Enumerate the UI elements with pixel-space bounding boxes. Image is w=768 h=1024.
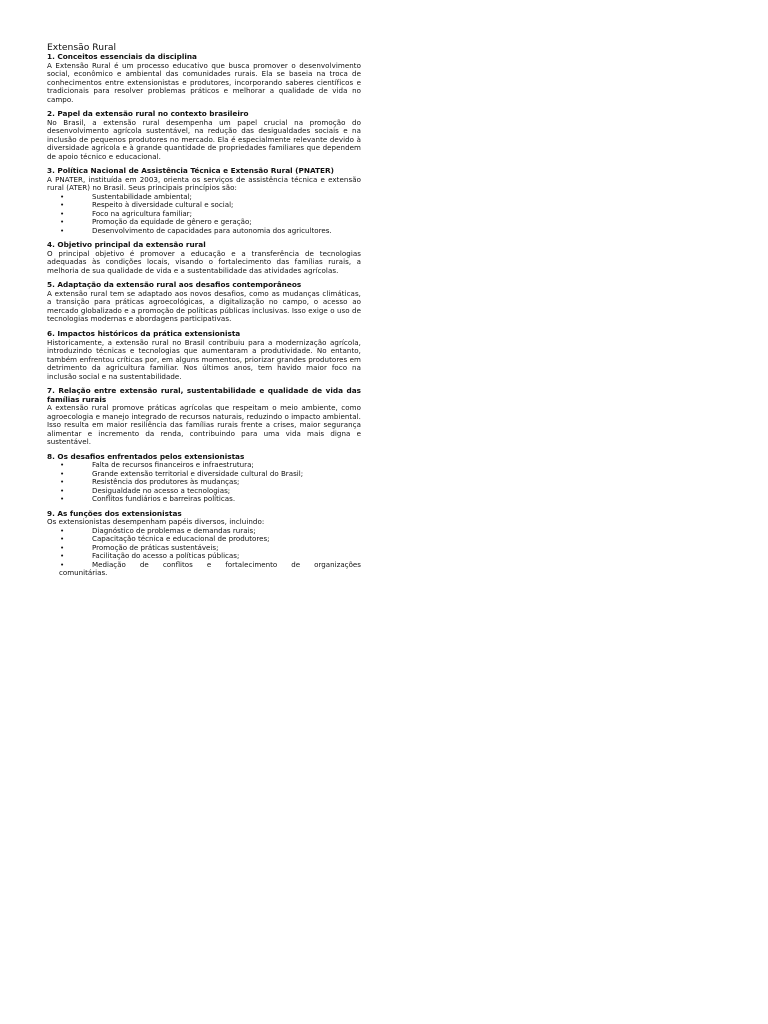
list-item: • Mediação de conflitos e fortalecimento de organizações comunitárias. [59, 559, 361, 578]
section-7 [47, 387, 361, 447]
bullet-icon: • [60, 485, 65, 495]
document-page [47, 42, 361, 584]
list-item: • Grande extensão territorial e diversidade cultural do Brasil; [60, 468, 304, 478]
section-heading: 3. Política Nacional de Assistência Técnica e Extensão Rural (PNATER) [47, 166, 334, 176]
section-5 [47, 281, 361, 324]
section-paragraph: Historicamente, a extensão rural no Brasil contribuiu para a modernização agrícola, introduzindo técnicas e tecnologias que aumentaram a produtividade. No entanto, também enfrentou críticas por, em alguns momentos, priorizar grandes produtores em detrimento da agricultura familiar. Nos últimos anos, tem havido maior foco na inclusão social e na sustentabilidade. [47, 337, 361, 381]
bullet-icon: • [60, 534, 65, 544]
section-8 [47, 453, 361, 504]
section-paragraph: O principal objetivo é promover a educação e a transferência de tecnologias adequadas às condições locais, visando o fortalecimento das famílias rurais, a melhoria de sua qualidade de vida e a sustentabilidade das atividades agrícolas. [47, 248, 361, 275]
section-paragraph: A Extensão Rural é um processo educativo que busca promover o desenvolvimento social, econômico e ambiental das comunidades rurais. Ela se baseia na troca de conhecimentos entre extensionistas e produtores, incorporando saberes científicos e tradicionais para resolver problemas práticos e melhorar a qualidade de vida no campo. [47, 60, 361, 104]
section-paragraph: A extensão rural promove práticas agrícolas que respeitam o meio ambiente, como agroecologia e manejo integrado de recursos naturais, reduzindo o impacto ambiental. Isso resulta em maior resiliência das famílias rurais frente a crises, maior segurança alimentar e incremento da renda, contribuindo para uma vida mais digna e sustentável. [47, 403, 361, 447]
list-item: • Desenvolvimento de capacidades para autonomia dos agricultores. [60, 225, 332, 235]
section-heading: 4. Objetivo principal da extensão rural [47, 240, 206, 250]
section-heading: 2. Papel da extensão rural no contexto brasileiro [47, 109, 249, 119]
bullet-icon: • [60, 191, 65, 201]
section-paragraph: A PNATER, instituída em 2003, orienta os serviços de assistência técnica e extensão rural (ATER) no Brasil. Seus principais princípios são: [47, 174, 361, 193]
bullet-icon: • [60, 477, 65, 487]
bullet-icon: • [60, 525, 65, 535]
bullet-list [47, 527, 361, 578]
document-title: Extensão Rural [47, 42, 117, 53]
bullet-icon: • [60, 217, 65, 227]
list-item: • Capacitação técnica e educacional de produtores; [60, 534, 270, 544]
list-item: • Promoção de práticas sustentáveis; [60, 542, 219, 552]
list-item: • Foco na agricultura familiar; [60, 208, 192, 218]
bullet-icon: • [60, 225, 65, 235]
list-item: • Promoção da equidade de gênero e geração; [60, 217, 252, 227]
bullet-icon: • [60, 200, 65, 210]
list-item: • Conflitos fundiários e barreiras políticas. [60, 494, 236, 504]
bullet-icon: • [60, 551, 65, 561]
section-heading: 8. Os desafios enfrentados pelos extensionistas [47, 451, 245, 461]
list-item: • Desigualdade no acesso a tecnologias; [60, 485, 231, 495]
list-item: • Falta de recursos financeiros e infraestrutura; [60, 460, 254, 470]
section-6 [47, 330, 361, 381]
bullet-list [47, 193, 361, 236]
bullet-icon: • [60, 542, 65, 552]
bullet-icon: • [60, 460, 65, 470]
bullet-icon: • [60, 208, 65, 218]
list-item: • Sustentabilidade ambiental; [60, 191, 192, 201]
section-heading: 9. As funções dos extensionistas [47, 508, 182, 518]
section-heading: 6. Impactos históricos da prática extensionista [47, 328, 241, 338]
section-heading: 1. Conceitos essenciais da disciplina [47, 52, 197, 61]
section-heading: 7. Relação entre extensão rural, sustentabilidade e qualidade de vida das famílias rurais [47, 386, 361, 404]
list-item: • Resistência dos produtores às mudanças; [60, 477, 240, 487]
section-9 [47, 510, 361, 578]
section-paragraph: A extensão rural tem se adaptado aos novos desafios, como as mudanças climáticas, a transição para práticas agroecológicas, a digitalização no campo, o acesso ao mercado globalizado e a promoção de políticas públicas inclusivas. Isso exige o uso de tecnologias modernas e abordagens participativas. [47, 288, 361, 324]
list-item: • Diagnóstico de problemas e demandas rurais; [60, 525, 256, 535]
section-4 [47, 241, 361, 275]
bullet-icon: • [60, 559, 65, 569]
list-item: • Facilitação do acesso a políticas públicas; [60, 551, 240, 561]
bullet-icon: • [60, 494, 65, 504]
section-heading: 5. Adaptação da extensão rural aos desafios contemporâneos [47, 280, 302, 290]
section-1 [47, 53, 361, 104]
section-2 [47, 110, 361, 161]
bullet-list [47, 461, 361, 504]
section-paragraph: No Brasil, a extensão rural desempenha um papel crucial na promoção do desenvolvimento agrícola sustentável, na redução das desigualdades sociais e na inclusão de pequenos produtores no mercado. Ela é especialmente relevante devido à diversidade agrícola e à grande quantidade de propriedades familiares que dependem de apoio técnico e educacional. [47, 117, 361, 161]
list-item: • Respeito à diversidade cultural e social; [60, 200, 234, 210]
bullet-icon: • [60, 468, 65, 478]
section-3 [47, 167, 361, 235]
section-paragraph: Os extensionistas desempenham papéis diversos, incluindo: [47, 517, 265, 527]
